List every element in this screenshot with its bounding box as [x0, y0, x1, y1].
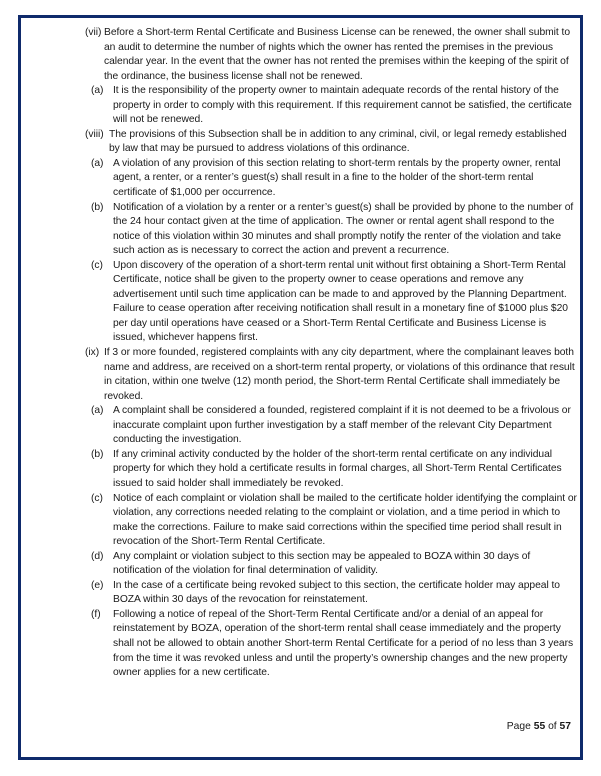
item-text: Any complaint or violation subject to this section may be appealed to BOZA within 30 days of notification of the violation for final determination of validity.	[113, 550, 531, 577]
section-text: If 3 or more founded, registered complaints with any city department, where the complainant leaves both name and address, are received on a short-term rental property, or violations of this ordinance that result in citation, within one twelve (12) month period, the Short-term Rental Certificate shall immediately be revoked.	[104, 347, 575, 402]
section-ix-item-e	[91, 579, 577, 608]
section-marker: (viii)	[85, 128, 104, 140]
item-text: A violation of any provision of this section relating to short-term rentals by the property owner, rental agent, a renter, or a renter’s guest(s) shall result in a fine to the holder of the short-term rental certificate of $1,000 per occurrence.	[113, 157, 561, 199]
section-viii-item-b	[91, 201, 577, 259]
item-marker: (b)	[91, 201, 104, 213]
item-text: A complaint shall be considered a founded, registered complaint if it is not deemed to be a frivolous or inaccurate complaint upon further investigation by a staff member of the relevant City Department conducting the investigation.	[113, 405, 571, 446]
section-ix	[85, 346, 577, 404]
section-viii-item-c	[91, 259, 577, 346]
item-marker: (f)	[91, 608, 101, 620]
section-marker: (ix)	[85, 347, 100, 359]
section-ix-item-b	[91, 448, 577, 492]
item-marker: (e)	[91, 579, 104, 591]
total-pages-number: 57	[559, 721, 571, 732]
item-text: Following a notice of repeal of the Short-Term Rental Certificate and/or a denial of an appeal for reinstatement by BOZA, operation of the short-term rental shall cease immediately and the property shall not be allowed to obtain another Short-term Rental Certificate for a period of no less than 3 years from the time it was revoked unless and until the property’s ownership changes and the new property owner applies for a new certificate.	[113, 608, 574, 679]
section-ix-item-c	[91, 492, 577, 550]
section-viii	[85, 128, 577, 157]
document-body	[85, 26, 577, 681]
item-marker: (c)	[91, 259, 103, 271]
item-text: Notification of a violation by a renter or a renter’s guest(s) shall be provided by phone to the number of the 24 hour contact given at the time of application. The owner or rental agent shall respond to the notice of this violation within 30 minutes and shall promptly notify the renter of the violation and take such action as is necessary to correct the action and prevent a recurrence.	[113, 201, 574, 257]
item-marker: (c)	[91, 492, 103, 504]
current-page-number: 55	[533, 721, 546, 732]
item-marker: (a)	[91, 405, 104, 417]
section-marker: (vii)	[85, 27, 102, 38]
page-number-footer	[507, 721, 571, 732]
item-text: It is the responsibility of the property owner to maintain adequate records of the rental history of the property in order to comply with this requirement. If this requirement cannot be satisfied, the certificate will not be renewed.	[113, 85, 572, 126]
section-text: The provisions of this Subsection shall be in addition to any criminal, civil, or legal remedy established by law that may be pursued to address violations of this ordinance.	[109, 128, 567, 155]
item-marker: (d)	[91, 550, 104, 562]
page-label: Page	[506, 721, 531, 732]
section-vii	[85, 26, 577, 84]
section-text: Before a Short-term Rental Certificate and Business License can be renewed, the owner shall submit to an audit to determine the number of nights which the owner has rented the premises in the previous calendar year. In the event that the owner has not rented the premises within the keeping of the spirit of the ordinance, the business license shall not be renewed.	[104, 27, 570, 82]
item-marker: (a)	[91, 157, 104, 169]
item-text: Notice of each complaint or violation shall be mailed to the certificate holder identifying the complaint or violation, any corrections needed relating to the complaint or violation, and a time period in which to make the corrections. Failure to make said corrections within the specified time period shall result in revocation of the Short-Term Rental Certificate.	[113, 492, 577, 548]
section-ix-item-f	[91, 608, 577, 681]
of-label: of	[548, 721, 557, 732]
section-ix-item-a	[91, 404, 577, 448]
item-marker: (a)	[91, 85, 104, 97]
section-ix-item-d	[91, 550, 577, 579]
section-viii-item-a	[91, 157, 577, 201]
section-vii-item-a	[91, 84, 577, 128]
item-text: In the case of a certificate being revoked subject to this section, the certificate holder may appeal to BOZA within 30 days of the revocation for reinstatement.	[113, 579, 560, 606]
item-text: If any criminal activity conducted by the holder of the short-term rental certificate on any individual property for which they hold a certificate results in formal charges, all Short-Term Rental Certificates issued to said holder shall immediately be revoked.	[113, 448, 562, 489]
item-text: Upon discovery of the operation of a short-term rental unit without first obtaining a Short-Term Rental Certificate, notice shall be given to the property owner to cease operations and remove any advertisement until such time application can be made to and approved by the Planning Department. Failure to cease operation after receiving notification shall result in a monetary fine of $1000 plus $20 per day until operations have ceased or a Short-Term Rental Certificate and Business License is issued, whichever happens first.	[113, 259, 568, 344]
item-marker: (b)	[91, 448, 104, 460]
